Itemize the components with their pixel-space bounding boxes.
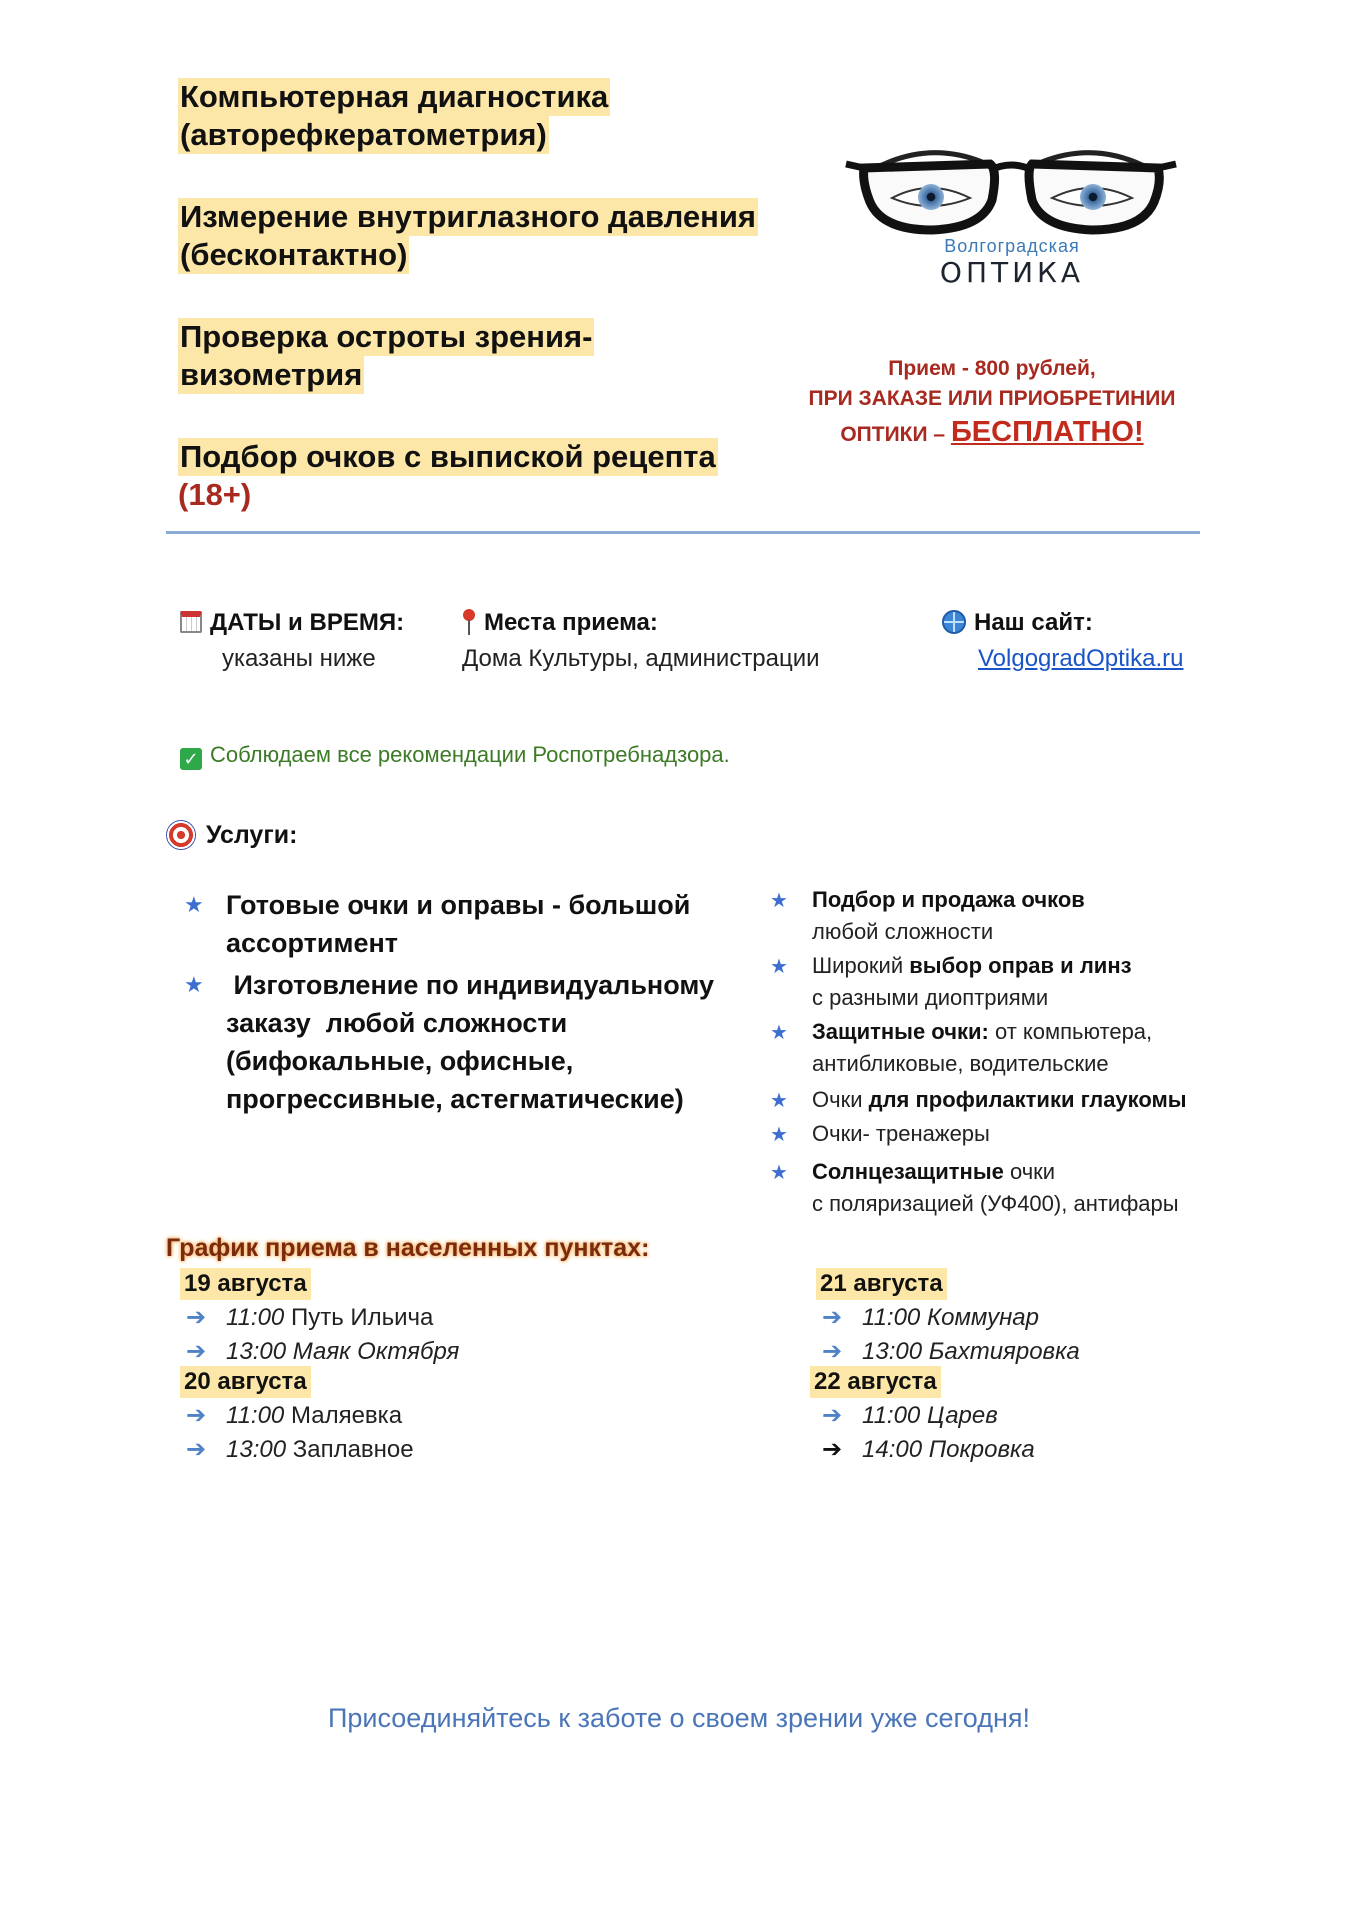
logo (832, 110, 1192, 342)
price-free: БЕСПЛАТНО! (950, 416, 1144, 448)
service-glaucoma-glasses: Очки для профилактики глаукомы (812, 1087, 1187, 1112)
schedule-date: 19 августа (180, 1268, 311, 1300)
service-trainer-glasses: Очки- тренажеры (812, 1121, 990, 1146)
calendar-icon (180, 611, 202, 633)
service-custom-manufacturing: Изготовление по индивидуальному заказу любой сложности (бифокальные, офисные, прогрессивные, астегматические) (226, 970, 714, 1114)
services-title: Услуги: (166, 818, 297, 852)
schedule-title: График приема в населенных пунктах: (166, 1234, 650, 1262)
service-sunglasses: Солнцезащитные очки с поляризацией (УФ400), антифары (812, 1159, 1179, 1216)
info-dates: ДАТЫ и ВРЕМЯ: указаны ниже (180, 608, 404, 674)
price-block (790, 354, 1194, 453)
service-computer-diagnostics: Компьютерная диагностика (авторефкератометрия) (180, 79, 609, 152)
pin-icon (462, 609, 476, 635)
arrow-right-icon: ➔ (822, 1338, 843, 1365)
star-icon: ★ (770, 956, 788, 978)
arrow-right-icon: ➔ (186, 1338, 207, 1365)
schedule-slot: ➔ 13:00 Маяк Октября (186, 1336, 459, 1368)
target-icon (166, 820, 196, 850)
star-icon: ★ (770, 1090, 788, 1112)
schedule-slot: ➔ 11:00 Маляевка (186, 1400, 402, 1432)
schedule-date: 22 августа (810, 1366, 941, 1398)
price-condition: ПРИ ЗАКАЗЕ ИЛИ ПРИОБРЕТИНИИ (808, 387, 1176, 410)
notice: ✓ Соблюдаем все рекомендации Роспотребнадзора. (180, 740, 730, 770)
info-places: Места приема: Дома Культуры, администрации (462, 609, 820, 672)
schedule-date: 21 августа (816, 1268, 947, 1300)
star-icon: ★ (184, 972, 204, 997)
schedule-slot: ➔ 11:00 Путь Ильича (186, 1302, 433, 1334)
service-selection-sale: Подбор и продажа очков любой сложности (812, 887, 1085, 944)
age-restriction: (18+) (178, 477, 252, 512)
arrow-right-icon: ➔ (186, 1436, 207, 1463)
schedule-slot: ➔ 14:00 Покровка (822, 1434, 1035, 1466)
arrow-right-icon: ➔ (186, 1402, 207, 1429)
service-ready-glasses: Готовые очки и оправы - большой ассортимент (226, 890, 691, 958)
schedule-date: 20 августа (180, 1366, 311, 1398)
price-free-line: ОПТИКИ – БЕСПЛАТНО! (840, 416, 1144, 448)
star-icon: ★ (770, 1022, 788, 1044)
schedule-slot: ➔ 13:00 Бахтияровка (822, 1336, 1080, 1368)
arrow-right-icon: ➔ (822, 1436, 843, 1463)
schedule-slot: ➔ 13:00 Заплавное (186, 1434, 414, 1466)
divider (166, 531, 1200, 534)
arrow-right-icon: ➔ (186, 1304, 207, 1331)
service-frames-lenses: Широкий выбор оправ и линз с разными диоптриями (812, 953, 1132, 1010)
star-icon: ★ (770, 1124, 788, 1146)
logo-brand-main: ОПТИКА (939, 256, 1085, 289)
service-glasses-prescription: Подбор очков с выпиской рецепта (18+) (178, 438, 798, 514)
star-icon: ★ (184, 892, 204, 917)
schedule-slot: ➔ 11:00 Царев (822, 1400, 998, 1432)
star-icon: ★ (770, 890, 788, 912)
logo-brand-top: Волгоградская (944, 236, 1080, 256)
schedule-slot: ➔ 11:00 Коммунар (822, 1302, 1039, 1334)
checkmark-icon: ✓ (180, 748, 202, 770)
service-protective-glasses: Защитные очки: от компьютера, антибликовые, водительские (812, 1019, 1153, 1076)
service-pressure-measurement: Измерение внутриглазного давления (бесконтактно) (180, 199, 757, 272)
service-visual-acuity: Проверка остроты зрения- визометрия (180, 319, 593, 392)
globe-icon (942, 610, 966, 634)
footer-tagline: Присоединяйтесь к заботе о своем зрении уже сегодня! (327, 1703, 1031, 1733)
site-link[interactable]: VolgogradOptika.ru (978, 645, 1184, 672)
arrow-right-icon: ➔ (822, 1304, 843, 1331)
arrow-right-icon: ➔ (822, 1402, 843, 1429)
price-line: Прием - 800 рублей, (888, 357, 1096, 380)
info-site: Наш сайт: VolgogradOptika.ru (942, 608, 1183, 674)
star-icon: ★ (770, 1162, 788, 1184)
glasses-eyes-icon (832, 110, 1192, 342)
